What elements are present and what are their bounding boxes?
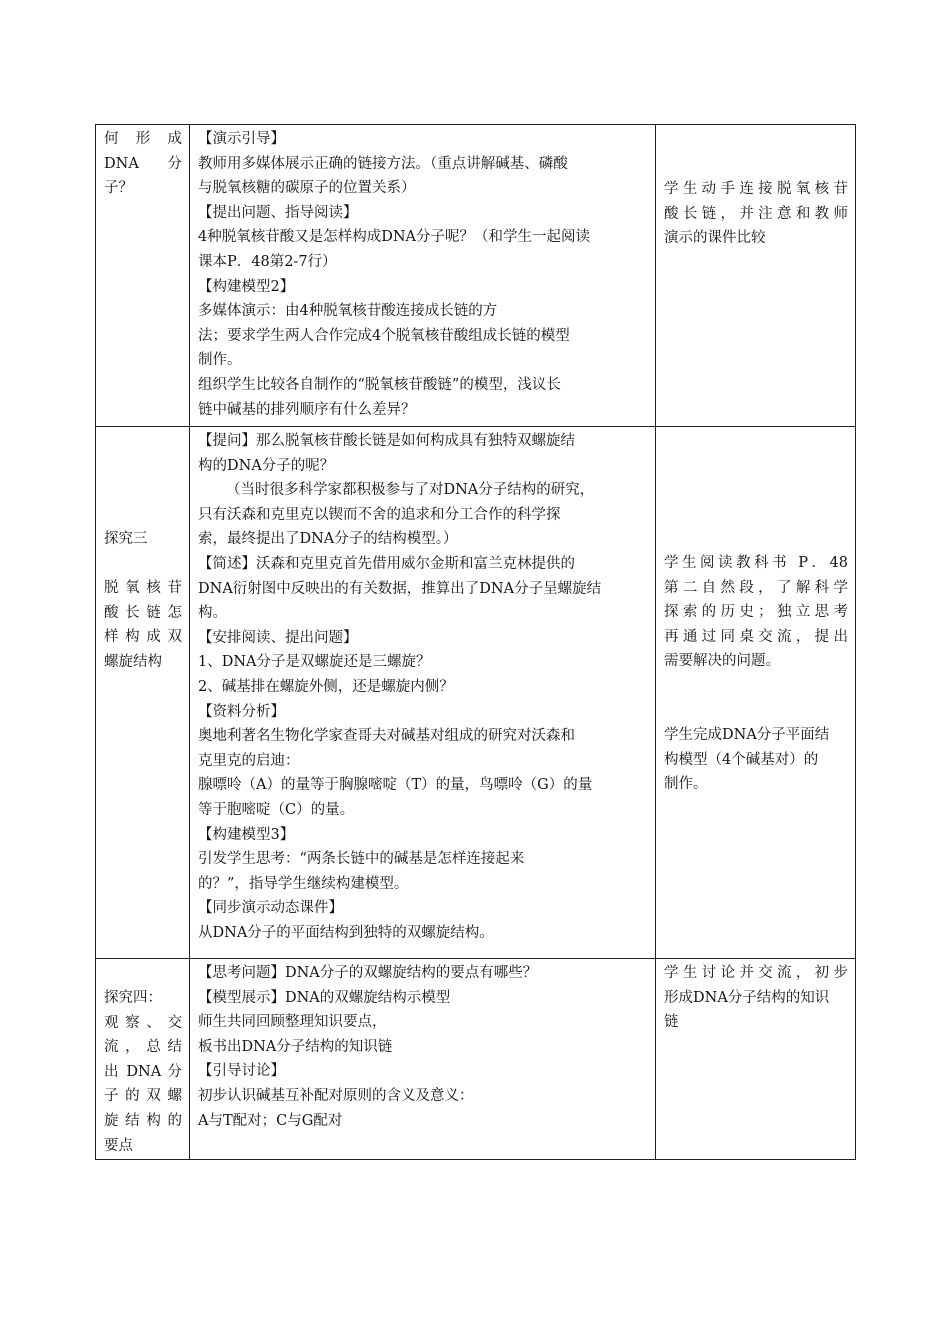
stage-line: 何形成 [104,131,182,147]
lesson-plan-table [95,124,856,1160]
teacher-line: 构。 [198,605,227,622]
teacher-line: 2、碱基排在螺旋外侧，还是螺旋内侧？ [198,678,454,695]
stage-line: 脱氧核苷 [104,580,182,597]
student-line: 需要解决的问题。 [664,653,780,670]
teacher-line: 板书出DNA分子结构的知识链 [198,1038,393,1055]
table-row [96,959,856,1160]
spacer [664,674,848,699]
student-activity-cell [656,959,856,1160]
teacher-line: 教师用多媒体展示正确的链接方法。（重点讲解碱基、磷酸 [198,155,568,172]
teacher-activity-cell [190,427,656,959]
teacher-line: 多媒体演示：由4种脱氧核苷酸连接成长链的方 [198,303,498,320]
teacher-line: 腺嘌呤（A）的量等于胸腺嘧啶（T）的量，鸟嘌呤（G）的量 [198,777,593,794]
teacher-line: 法；要求学生两人合作完成4个脱氧核苷酸组成长链的模型 [198,327,570,344]
stage-cell [96,427,190,959]
student-line: 学生阅读教科书 P．48 [664,555,848,571]
teacher-line: 4种脱氧核苷酸又是怎样构成DNA分子呢？（和学生一起阅读 [198,229,591,246]
teacher-line: 【提问】那么脱氧核苷酸长链是如何构成具有独特双螺旋结 [198,433,575,449]
teacher-activity-cell [190,125,656,427]
teacher-line: 制作。 [198,352,242,369]
teacher-line: 【简述】沃森和克里克首先借用威尔金斯和富兰克林提供的 [198,555,575,572]
teacher-line: A与T配对；C与G配对 [198,1112,343,1129]
student-line: 再通过同桌交流，提出 [664,628,848,645]
teacher-line: 引发学生思考：“两条长链中的碱基是怎样连接起来 [198,851,525,868]
teacher-line: 只有沃森和克里克以锲而不舍的追求和分工合作的科学探 [198,506,561,523]
teacher-line: 【思考问题】DNA分子的双螺旋结构的要点有哪些？ [198,965,538,981]
teacher-line: 【同步演示动态课件】 [198,900,343,917]
teacher-line: 与脱氧核糖的碳原子的位置关系） [198,180,416,197]
teacher-line: 【提出问题、指导阅读】 [198,204,358,221]
teacher-line: 【引导讨论】 [198,1063,285,1080]
teacher-line: 【模型展示】DNA的双螺旋结构示模型 [198,989,451,1006]
teacher-line: 构的DNA分子的呢？ [198,457,335,474]
stage-line: 流，总结 [104,1039,182,1056]
stage-line: 子？ [104,180,133,197]
teacher-line: 的？”，指导学生继续构建模型。 [198,875,409,892]
stage-line: 螺旋结构 [104,653,162,670]
student-line: 酸长链，并注意和教师 [664,205,848,222]
stage-line: 旋结构的 [104,1112,182,1129]
student-line: 构模型（4个碱基对）的 [664,751,819,768]
teacher-line: 初步认识碱基互补配对原则的含义及意义： [198,1087,474,1104]
spacer [664,699,848,724]
teacher-activity-cell [190,959,656,1160]
teacher-line: 奥地利著名生物化学家查哥夫对碱基对组成的研究对沃森和 [198,728,575,745]
student-activity-cell [656,125,856,427]
teacher-line: 师生共同回顾整理知识要点， [198,1014,387,1031]
stage-line: 要点 [104,1137,133,1154]
teacher-line: 链中碱基的排列顺序有什么差异？ [198,401,416,418]
spacer [104,552,182,577]
stage-line: 酸长链怎 [104,604,182,621]
teacher-line: 【构建模型3】 [198,826,295,843]
student-line: 学生动手连接脱氧核苷 [664,181,848,197]
student-line: 演示的课件比较 [664,230,766,247]
teacher-line: DNA衍射图中反映出的有关数据，推算出了DNA分子呈螺旋结 [198,580,602,597]
stage-cell [96,125,190,427]
stage-line: 探究四： [104,990,162,1006]
teacher-line: 【演示引导】 [198,131,285,147]
student-line: 学生完成DNA分子平面结 [664,727,830,744]
stage-line: 探究三 [104,531,148,547]
teacher-line: 组织学生比较各自制作的“脱氧核苷酸链”的模型，浅议长 [198,376,561,393]
teacher-line: 课本P．48第2-7行） [198,253,337,270]
teacher-line: （当时很多科学家都积极参与了对DNA分子结构的研究， [226,482,595,499]
student-activity-cell [656,427,856,959]
teacher-line: 【资料分析】 [198,703,285,720]
student-line: 探索的历史；独立思考 [664,604,848,621]
student-line: 形成DNA分子结构的知识 [664,989,830,1006]
student-line: 链 [664,1014,679,1031]
stage-line: 子的双螺 [104,1088,182,1105]
student-line: 制作。 [664,776,708,793]
teacher-line: 1、DNA分子是双螺旋还是三螺旋？ [198,654,431,671]
table-row [96,427,856,959]
stage-line: 样构成双 [104,629,182,646]
stage-line: 出 DNA 分 [104,1063,182,1080]
stage-line: 观察、交 [104,1014,182,1031]
teacher-line: 索，最终提出了DNA分子的结构模型。） [198,531,458,548]
teacher-line: 从DNA分子的平面结构到独特的双螺旋结构。 [198,924,494,941]
stage-cell [96,959,190,1160]
teacher-line: 【安排阅读、提出问题】 [198,629,358,646]
teacher-line: 【构建模型2】 [198,278,295,295]
student-line: 第二自然段，了解科学 [664,579,848,596]
teacher-line: 等于胞嘧啶（C）的量。 [198,801,355,818]
table-row [96,125,856,427]
teacher-line: 克里克的启迪： [198,752,300,769]
student-line: 学生讨论并交流，初步 [664,965,848,981]
stage-line: DNA 分 [104,155,182,172]
